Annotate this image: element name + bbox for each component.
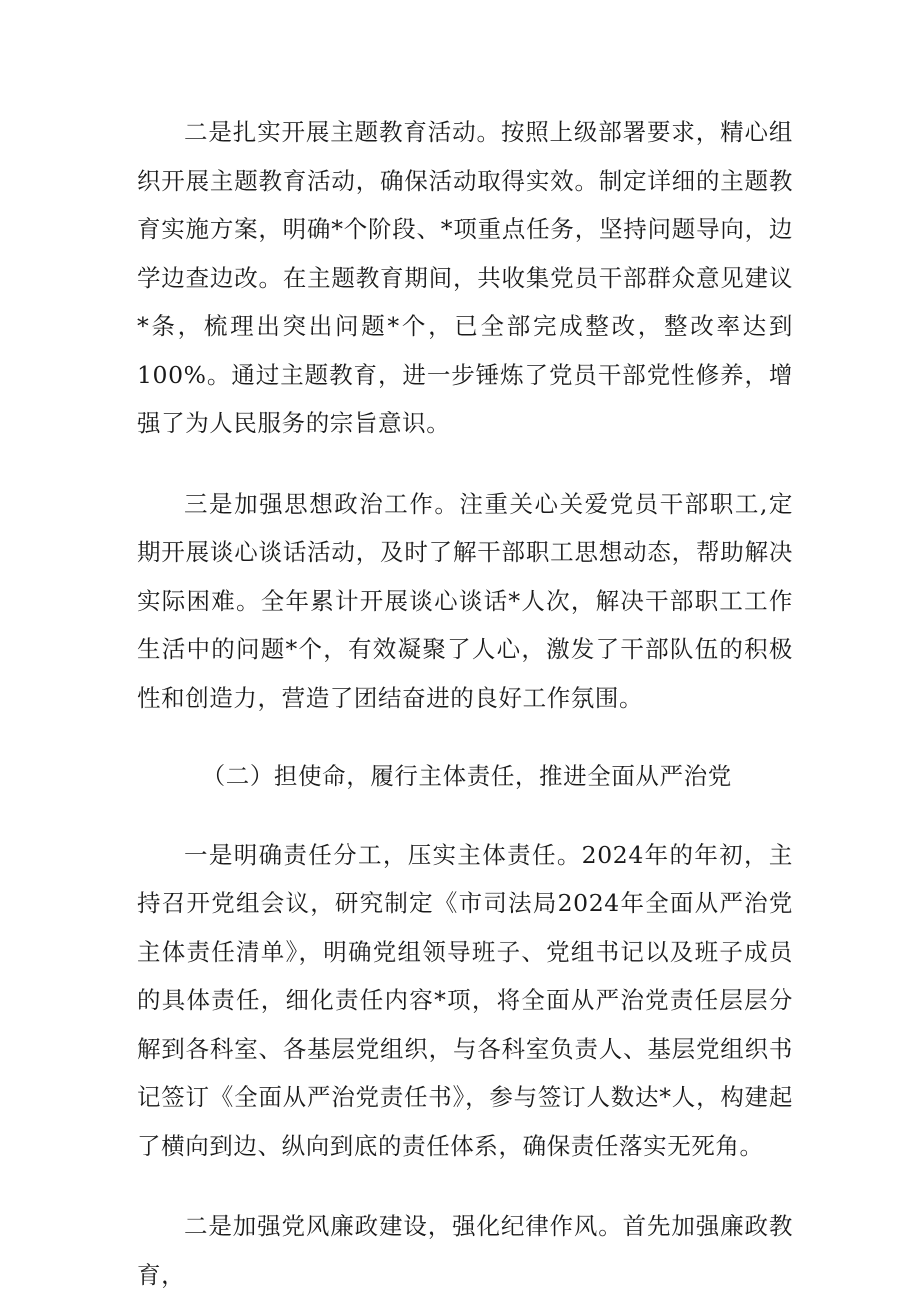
document-body — [137, 108, 793, 1299]
paragraph-theme-education: 二是扎实开展主题教育活动。按照上级部署要求，精心组织开展主题教育活动，确保活动取得实效。制定详细的主题教育实施方案，明确*个阶段、*项重点任务，坚持问题导向，边学边查边改。在主题教育期间，共收集党员干部群众意见建议*条，梳理出突出问题*个，已全部完成整改，整改率达到100%。通过主题教育，进一步锤炼了党员干部党性修养，增强了为人民服务的宗旨意识。 — [137, 118, 793, 437]
paragraph-integrity-building: 二是加强党风廉政建设，强化纪律作风。首先加强廉政教育， — [137, 1212, 793, 1289]
section-heading: （二）担使命，履行主体责任，推进全面从严治党 — [201, 762, 732, 790]
paragraph-ideological-work: 三是加强思想政治工作。注重关心关爱党员干部职工,定期开展谈心谈话活动，及时了解干部职工思想动态，帮助解决实际困难。全年累计开展谈心谈话*人次，解决干部职工工作生活中的问题*个，有效凝聚了人心，激发了干部队伍的积极性和创造力，营造了团结奋进的良好工作氛围。 — [137, 489, 793, 712]
paragraph-responsibility-division: 一是明确责任分工，压实主体责任。2024年的年初，主持召开党组会议，研究制定《市司法局2024年全面从严治党主体责任清单》，明确党组领导班子、党组书记以及班子成员的具体责任，细化责任内容*项，将全面从严治党责任层层分解到各科室、各基层党组织，与各科室负责人、基层党组织书记签订《全面从严治党责任书》，参与签订人数达*人，构建起了横向到边、纵向到底的责任体系，确保责任落实无死角。 — [137, 840, 793, 1160]
